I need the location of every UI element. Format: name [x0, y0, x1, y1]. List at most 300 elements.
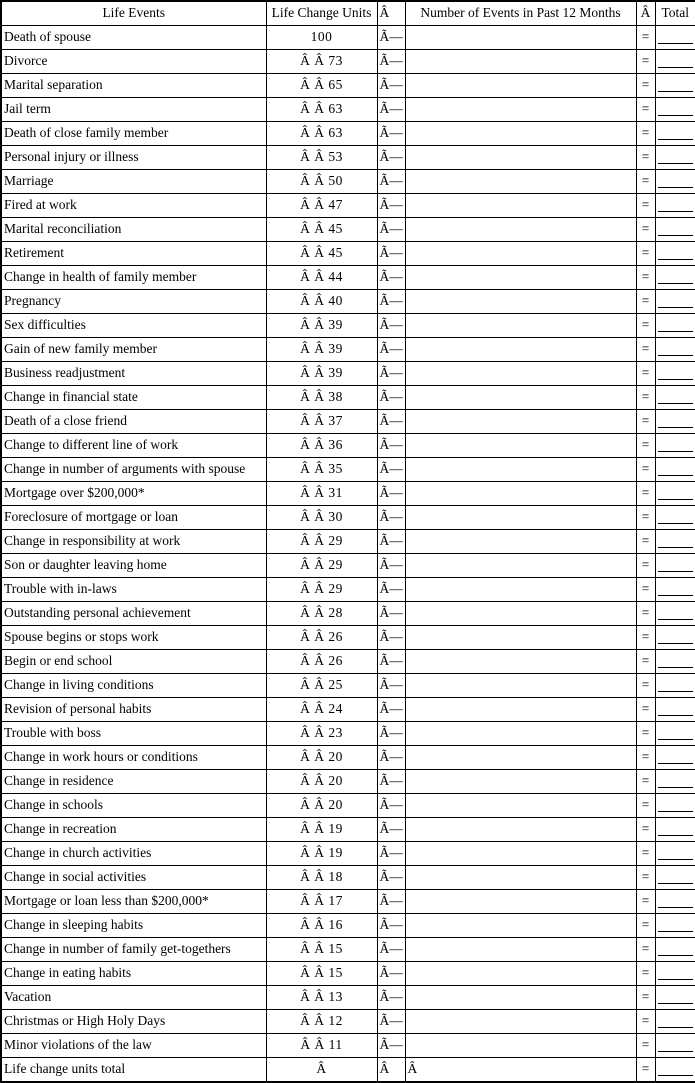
- cell-number-of-events-input[interactable]: [405, 578, 636, 602]
- fill-in-blank-line[interactable]: [488, 468, 554, 482]
- cell-multiply-symbol: Ã—: [377, 1010, 405, 1034]
- cell-total-input[interactable]: [655, 602, 695, 626]
- cell-number-of-events-input[interactable]: [405, 170, 636, 194]
- cell-multiply-symbol: Ã—: [377, 674, 405, 698]
- cell-number-of-events-input[interactable]: [405, 434, 636, 458]
- total-blank-line[interactable]: [658, 343, 694, 356]
- fill-in-blank-line[interactable]: [488, 732, 554, 746]
- fill-in-blank-line[interactable]: [488, 804, 554, 818]
- cell-total-input[interactable]: [655, 434, 695, 458]
- cell-life-event: Change in eating habits: [1, 962, 266, 986]
- cell-total-input[interactable]: [655, 938, 695, 962]
- fill-in-blank-line[interactable]: [488, 396, 554, 410]
- cell-life-change-units: Â Â 29: [266, 578, 377, 602]
- fill-in-blank-line[interactable]: [488, 84, 554, 98]
- table-row: [1, 146, 695, 170]
- cell-life-change-units: Â Â 18: [266, 866, 377, 890]
- cell-number-of-events-input[interactable]: [405, 26, 636, 50]
- total-blank-line[interactable]: [658, 583, 694, 596]
- cell-number-of-events-input[interactable]: [405, 530, 636, 554]
- fill-in-blank-line[interactable]: [488, 852, 554, 866]
- cell-total-input[interactable]: [655, 722, 695, 746]
- cell-equals-symbol: =: [636, 122, 655, 146]
- cell-equals-symbol: =: [636, 26, 655, 50]
- fill-in-blank-line[interactable]: [488, 636, 554, 650]
- cell-total-input[interactable]: [655, 506, 695, 530]
- total-blank-line[interactable]: [658, 103, 694, 116]
- table-row: [1, 482, 695, 506]
- cell-total-input[interactable]: [655, 962, 695, 986]
- fill-in-blank-line[interactable]: [488, 180, 554, 194]
- fill-in-blank-line[interactable]: [488, 156, 554, 170]
- cell-total-input[interactable]: [655, 746, 695, 770]
- cell-life-change-units: Â Â 65: [266, 74, 377, 98]
- cell-equals-symbol: =: [636, 146, 655, 170]
- cell-number-of-events-input[interactable]: [405, 458, 636, 482]
- total-blank-line[interactable]: [658, 415, 694, 428]
- fill-in-blank-line[interactable]: [488, 876, 554, 890]
- cell-multiply-symbol: Ã—: [377, 890, 405, 914]
- fill-in-blank-line[interactable]: [488, 708, 554, 722]
- fill-in-blank-line[interactable]: [488, 900, 554, 914]
- cell-life-change-units: Â Â 38: [266, 386, 377, 410]
- table-row: [1, 506, 695, 530]
- cell-number-of-events-input[interactable]: [405, 50, 636, 74]
- cell-life-change-units: Â Â 39: [266, 362, 377, 386]
- cell-multiply-symbol: Ã—: [377, 338, 405, 362]
- cell-number-of-events-input[interactable]: [405, 818, 636, 842]
- cell-number-of-events-input[interactable]: [405, 410, 636, 434]
- cell-multiply-symbol: Ã—: [377, 170, 405, 194]
- cell-number-of-events-input[interactable]: [405, 386, 636, 410]
- fill-in-blank-line[interactable]: [488, 516, 554, 530]
- cell-total-input[interactable]: [655, 698, 695, 722]
- cell-multiply-symbol: Ã—: [377, 914, 405, 938]
- cell-life-change-units: Â Â 12: [266, 1010, 377, 1034]
- cell-life-change-units: Â Â 45: [266, 218, 377, 242]
- total-blank-line[interactable]: [658, 823, 694, 836]
- table-row: [1, 74, 695, 98]
- cell-equals-symbol: =: [636, 866, 655, 890]
- cell-equals-symbol: =: [636, 794, 655, 818]
- cell-life-change-units: 100: [266, 26, 377, 50]
- total-blank-line[interactable]: [658, 799, 694, 812]
- cell-total-input[interactable]: [655, 410, 695, 434]
- total-blank-line[interactable]: [658, 991, 694, 1004]
- cell-total-input[interactable]: [655, 266, 695, 290]
- cell-equals-symbol: =: [636, 554, 655, 578]
- cell-number-of-events-input[interactable]: [405, 218, 636, 242]
- cell-equals-symbol: =: [636, 578, 655, 602]
- cell-multiply-symbol: Ã—: [377, 434, 405, 458]
- cell-equals-symbol: =: [636, 458, 655, 482]
- total-blank-line[interactable]: [658, 127, 694, 140]
- cell-multiply-symbol: Ã—: [377, 698, 405, 722]
- cell-multiply-symbol: Ã—: [377, 746, 405, 770]
- cell-total-input[interactable]: [655, 362, 695, 386]
- cell-multiply-symbol: Ã—: [377, 602, 405, 626]
- cell-equals-symbol: =: [636, 626, 655, 650]
- table-row: [1, 26, 695, 50]
- cell-life-event: Change in number of family get-togethers: [1, 938, 266, 962]
- cell-total-input[interactable]: [655, 218, 695, 242]
- cell-total-input[interactable]: [655, 986, 695, 1010]
- cell-number-of-events-input[interactable]: [405, 1010, 636, 1034]
- fill-in-blank-line[interactable]: [488, 348, 554, 362]
- cell-number-of-events-input[interactable]: [405, 98, 636, 122]
- total-blank-line[interactable]: [658, 631, 694, 644]
- cell-multiply-symbol: Ã—: [377, 362, 405, 386]
- fill-in-blank-line[interactable]: [488, 612, 554, 626]
- cell-multiply-symbol: Ã—: [377, 194, 405, 218]
- cell-total-input[interactable]: [655, 482, 695, 506]
- cell-total-multiply-blank: Â: [377, 1058, 405, 1083]
- fill-in-blank-line[interactable]: [488, 780, 554, 794]
- cell-total-input[interactable]: [655, 242, 695, 266]
- cell-total-input[interactable]: [655, 50, 695, 74]
- cell-multiply-symbol: Ã—: [377, 962, 405, 986]
- cell-life-change-units: Â Â 24: [266, 698, 377, 722]
- cell-number-of-events-input[interactable]: [405, 890, 636, 914]
- total-blank-line[interactable]: [658, 1039, 694, 1052]
- cell-life-event: Retirement: [1, 242, 266, 266]
- cell-equals-symbol: =: [636, 986, 655, 1010]
- cell-number-of-events-input[interactable]: [405, 74, 636, 98]
- cell-number-of-events-input[interactable]: [405, 506, 636, 530]
- cell-total-input[interactable]: [655, 26, 695, 50]
- cell-total-input[interactable]: [655, 290, 695, 314]
- cell-number-of-events-input[interactable]: [405, 650, 636, 674]
- cell-number-of-events-input[interactable]: [405, 290, 636, 314]
- cell-life-event: Marital separation: [1, 74, 266, 98]
- total-blank-line[interactable]: [658, 655, 694, 668]
- fill-in-blank-line[interactable]: [488, 1044, 554, 1058]
- fill-in-blank-line[interactable]: [488, 924, 554, 938]
- total-blank-line[interactable]: [658, 847, 694, 860]
- cell-total-input[interactable]: [655, 458, 695, 482]
- cell-multiply-symbol: Ã—: [377, 986, 405, 1010]
- column-header-equals: Â: [636, 1, 655, 26]
- cell-number-of-events-input[interactable]: [405, 194, 636, 218]
- cell-number-of-events-input[interactable]: [405, 1034, 636, 1058]
- total-blank-line[interactable]: [658, 871, 694, 884]
- cell-number-of-events-input[interactable]: [405, 674, 636, 698]
- fill-in-blank-line[interactable]: [488, 60, 554, 74]
- cell-equals-symbol: =: [636, 482, 655, 506]
- cell-life-event: Marital reconciliation: [1, 218, 266, 242]
- cell-multiply-symbol: Ã—: [377, 122, 405, 146]
- cell-multiply-symbol: Ã—: [377, 242, 405, 266]
- cell-number-of-events-input[interactable]: [405, 866, 636, 890]
- cell-life-change-units: Â Â 29: [266, 554, 377, 578]
- total-blank-line[interactable]: [658, 175, 694, 188]
- fill-in-blank-line[interactable]: [488, 36, 554, 50]
- fill-in-blank-line[interactable]: [488, 828, 554, 842]
- cell-life-event: Pregnancy: [1, 290, 266, 314]
- total-blank-line[interactable]: [658, 895, 694, 908]
- cell-life-event: Change in work hours or conditions: [1, 746, 266, 770]
- cell-total-input[interactable]: [655, 578, 695, 602]
- cell-total-input[interactable]: [655, 818, 695, 842]
- cell-number-of-events-input[interactable]: [405, 314, 636, 338]
- cell-number-of-events-input[interactable]: [405, 626, 636, 650]
- cell-number-of-events-input[interactable]: [405, 602, 636, 626]
- cell-equals-symbol: =: [636, 434, 655, 458]
- cell-life-event: Minor violations of the law: [1, 1034, 266, 1058]
- cell-equals-symbol: =: [636, 602, 655, 626]
- cell-equals-symbol: =: [636, 842, 655, 866]
- total-blank-line[interactable]: [658, 679, 694, 692]
- cell-life-change-units: Â Â 44: [266, 266, 377, 290]
- cell-multiply-symbol: Ã—: [377, 650, 405, 674]
- cell-number-of-events-input[interactable]: [405, 266, 636, 290]
- total-blank-line[interactable]: [658, 919, 694, 932]
- fill-in-blank-line[interactable]: [488, 588, 554, 602]
- cell-number-of-events-input[interactable]: [405, 914, 636, 938]
- cell-multiply-symbol: Ã—: [377, 74, 405, 98]
- cell-life-event: Trouble with in-laws: [1, 578, 266, 602]
- cell-life-change-units: Â Â 26: [266, 626, 377, 650]
- table-row: [1, 962, 695, 986]
- cell-total-input[interactable]: [655, 98, 695, 122]
- cell-equals-symbol: =: [636, 746, 655, 770]
- total-blank-line[interactable]: [658, 439, 694, 452]
- cell-life-event: Christmas or High Holy Days: [1, 1010, 266, 1034]
- total-blank-line[interactable]: [658, 751, 694, 764]
- cell-equals-symbol: =: [636, 74, 655, 98]
- cell-multiply-symbol: Ã—: [377, 842, 405, 866]
- fill-in-blank-line[interactable]: [488, 132, 554, 146]
- cell-total-input[interactable]: [655, 74, 695, 98]
- table-row: [1, 194, 695, 218]
- cell-number-of-events-input[interactable]: [405, 986, 636, 1010]
- cell-life-event: Change in social activities: [1, 866, 266, 890]
- cell-multiply-symbol: Ã—: [377, 458, 405, 482]
- cell-life-event: Change in church activities: [1, 842, 266, 866]
- cell-total-input[interactable]: [655, 770, 695, 794]
- cell-life-change-units: Â Â 63: [266, 122, 377, 146]
- fill-in-blank-line[interactable]: [488, 276, 554, 290]
- table-row: [1, 362, 695, 386]
- cell-life-event: Mortgage or loan less than $200,000*: [1, 890, 266, 914]
- cell-equals-symbol: =: [636, 530, 655, 554]
- cell-life-change-units: Â Â 26: [266, 650, 377, 674]
- fill-in-blank-line[interactable]: [488, 228, 554, 242]
- fill-in-blank-line[interactable]: [488, 420, 554, 434]
- cell-number-of-events-input[interactable]: [405, 794, 636, 818]
- total-blank-line[interactable]: [658, 79, 694, 92]
- total-blank-line[interactable]: [658, 463, 694, 476]
- cell-total-input[interactable]: [655, 842, 695, 866]
- cell-life-event: Change in recreation: [1, 818, 266, 842]
- cell-number-of-events-input[interactable]: [405, 938, 636, 962]
- total-blank-line[interactable]: [658, 151, 694, 164]
- cell-total-input[interactable]: [655, 554, 695, 578]
- cell-number-of-events-input[interactable]: [405, 242, 636, 266]
- fill-in-blank-line[interactable]: [488, 300, 554, 314]
- cell-life-change-units: Â Â 31: [266, 482, 377, 506]
- cell-number-of-events-input[interactable]: [405, 746, 636, 770]
- cell-total-input[interactable]: [655, 170, 695, 194]
- cell-equals-symbol: =: [636, 98, 655, 122]
- fill-in-blank-line[interactable]: [488, 684, 554, 698]
- cell-multiply-symbol: Ã—: [377, 626, 405, 650]
- total-blank-line[interactable]: [658, 487, 694, 500]
- fill-in-blank-line[interactable]: [488, 660, 554, 674]
- total-blank-line[interactable]: [658, 31, 694, 44]
- table-row: [1, 1010, 695, 1034]
- cell-life-change-units: Â Â 50: [266, 170, 377, 194]
- fill-in-blank-line[interactable]: [488, 540, 554, 554]
- table-row: [1, 530, 695, 554]
- cell-multiply-symbol: Ã—: [377, 146, 405, 170]
- fill-in-blank-line[interactable]: [488, 324, 554, 338]
- fill-in-blank-line[interactable]: [488, 948, 554, 962]
- cell-life-event: Mortgage over $200,000*: [1, 482, 266, 506]
- cell-grand-total-input[interactable]: [655, 1058, 695, 1083]
- cell-number-of-events-input[interactable]: [405, 842, 636, 866]
- cell-multiply-symbol: Ã—: [377, 578, 405, 602]
- cell-life-change-units: Â Â 63: [266, 98, 377, 122]
- fill-in-blank-line[interactable]: [488, 996, 554, 1010]
- total-blank-line[interactable]: [658, 967, 694, 980]
- table-header: [1, 1, 695, 26]
- table-row: [1, 50, 695, 74]
- cell-equals-symbol: =: [636, 386, 655, 410]
- fill-in-blank-line[interactable]: [488, 372, 554, 386]
- table-row: [1, 434, 695, 458]
- cell-life-event: Death of a close friend: [1, 410, 266, 434]
- cell-total-input[interactable]: [655, 314, 695, 338]
- fill-in-blank-line[interactable]: [488, 972, 554, 986]
- cell-life-event: Outstanding personal achievement: [1, 602, 266, 626]
- cell-total-input[interactable]: [655, 674, 695, 698]
- cell-total-number-blank: Â: [405, 1058, 636, 1083]
- total-blank-line[interactable]: [658, 223, 694, 236]
- total-blank-line[interactable]: [658, 559, 694, 572]
- total-blank-line[interactable]: [658, 511, 694, 524]
- cell-life-change-units: Â Â 36: [266, 434, 377, 458]
- table-row: [1, 170, 695, 194]
- total-blank-line[interactable]: [658, 271, 694, 284]
- total-blank-line[interactable]: [658, 55, 694, 68]
- total-blank-line[interactable]: [658, 295, 694, 308]
- cell-equals-symbol: =: [636, 338, 655, 362]
- cell-life-event: Change in health of family member: [1, 266, 266, 290]
- cell-life-change-units: Â Â 30: [266, 506, 377, 530]
- fill-in-blank-line[interactable]: [488, 108, 554, 122]
- cell-total-input[interactable]: [655, 530, 695, 554]
- cell-number-of-events-input[interactable]: [405, 722, 636, 746]
- table-row: [1, 842, 695, 866]
- fill-in-blank-line[interactable]: [488, 492, 554, 506]
- cell-number-of-events-input[interactable]: [405, 146, 636, 170]
- cell-total-input[interactable]: [655, 146, 695, 170]
- fill-in-blank-line[interactable]: [488, 204, 554, 218]
- cell-life-change-units: Â Â 25: [266, 674, 377, 698]
- cell-equals-symbol: =: [636, 890, 655, 914]
- cell-multiply-symbol: Ã—: [377, 266, 405, 290]
- cell-multiply-symbol: Ã—: [377, 386, 405, 410]
- cell-total-input[interactable]: [655, 794, 695, 818]
- cell-total-input[interactable]: [655, 890, 695, 914]
- fill-in-blank-line[interactable]: [488, 756, 554, 770]
- cell-total-units-blank: Â: [266, 1058, 377, 1083]
- fill-in-blank-line[interactable]: [488, 252, 554, 266]
- grand-total-blank-line[interactable]: [658, 1063, 694, 1076]
- cell-life-event: Change in number of arguments with spouse: [1, 458, 266, 482]
- total-blank-line[interactable]: [658, 775, 694, 788]
- table-row: [1, 338, 695, 362]
- total-blank-line[interactable]: [658, 367, 694, 380]
- cell-life-event: Change in responsibility at work: [1, 530, 266, 554]
- fill-in-blank-line[interactable]: [488, 564, 554, 578]
- total-blank-line[interactable]: [658, 391, 694, 404]
- cell-number-of-events-input[interactable]: [405, 122, 636, 146]
- cell-number-of-events-input[interactable]: [405, 482, 636, 506]
- cell-total-input[interactable]: [655, 1010, 695, 1034]
- cell-total-input[interactable]: [655, 338, 695, 362]
- cell-total-input[interactable]: [655, 386, 695, 410]
- cell-total-input[interactable]: [655, 866, 695, 890]
- cell-number-of-events-input[interactable]: [405, 338, 636, 362]
- fill-in-blank-line[interactable]: [488, 444, 554, 458]
- cell-life-change-units: Â Â 73: [266, 50, 377, 74]
- cell-equals-symbol: =: [636, 722, 655, 746]
- cell-life-change-units: Â Â 15: [266, 938, 377, 962]
- cell-life-event: Revision of personal habits: [1, 698, 266, 722]
- fill-in-blank-line[interactable]: [488, 1020, 554, 1034]
- cell-total-input[interactable]: [655, 194, 695, 218]
- total-blank-line[interactable]: [658, 607, 694, 620]
- cell-life-event: Change in schools: [1, 794, 266, 818]
- cell-multiply-symbol: Ã—: [377, 554, 405, 578]
- header-row: [1, 1, 695, 26]
- cell-total-input[interactable]: [655, 122, 695, 146]
- cell-number-of-events-input[interactable]: [405, 962, 636, 986]
- table-row: [1, 122, 695, 146]
- cell-life-change-units: Â Â 47: [266, 194, 377, 218]
- cell-total-input[interactable]: [655, 1034, 695, 1058]
- cell-life-event: Trouble with boss: [1, 722, 266, 746]
- table-body: [1, 26, 695, 1083]
- total-blank-line[interactable]: [658, 727, 694, 740]
- cell-multiply-symbol: Ã—: [377, 722, 405, 746]
- cell-total-input[interactable]: [655, 650, 695, 674]
- cell-number-of-events-input[interactable]: [405, 770, 636, 794]
- total-blank-line[interactable]: [658, 943, 694, 956]
- total-blank-line[interactable]: [658, 247, 694, 260]
- total-blank-line[interactable]: [658, 199, 694, 212]
- cell-life-change-units: Â Â 13: [266, 986, 377, 1010]
- total-blank-line[interactable]: [658, 319, 694, 332]
- total-blank-line[interactable]: [658, 703, 694, 716]
- cell-multiply-symbol: Ã—: [377, 818, 405, 842]
- cell-number-of-events-input[interactable]: [405, 554, 636, 578]
- cell-equals-symbol: =: [636, 770, 655, 794]
- cell-total-input[interactable]: [655, 626, 695, 650]
- table-row: [1, 410, 695, 434]
- cell-number-of-events-input[interactable]: [405, 362, 636, 386]
- table-row: [1, 314, 695, 338]
- cell-number-of-events-input[interactable]: [405, 698, 636, 722]
- total-blank-line[interactable]: [658, 1015, 694, 1028]
- table-row: [1, 674, 695, 698]
- table-row: [1, 242, 695, 266]
- cell-total-input[interactable]: [655, 914, 695, 938]
- cell-life-event: Sex difficulties: [1, 314, 266, 338]
- total-blank-line[interactable]: [658, 535, 694, 548]
